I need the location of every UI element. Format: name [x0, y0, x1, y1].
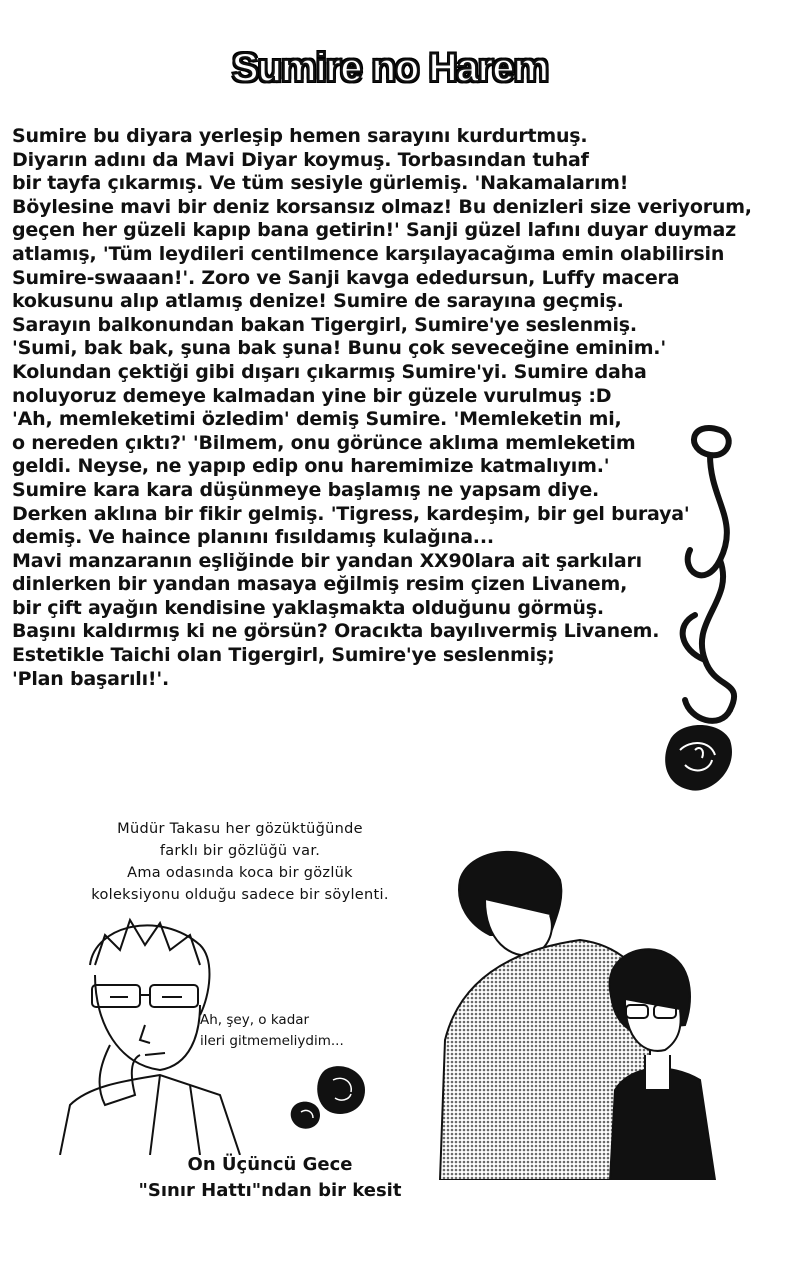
- story-line: demiş. Ve haince planını fısıldamış kulağına...: [12, 526, 494, 549]
- story-line: Sumire-swaaan!'. Zoro ve Sanji kavga ededursun, Luffy macera: [12, 266, 680, 289]
- story-line: kokusunu alıp atlamış denize! Sumire de sarayına geçmiş.: [12, 290, 624, 313]
- story-line: dinlerken bir yandan masaya eğilmiş resim çizen Livanem,: [12, 573, 628, 596]
- bubble-line: Ah, şey, o kadar: [200, 1012, 310, 1028]
- rose-vine-icon: [650, 410, 770, 810]
- story-line: Sarayın balkonundan bakan Tigergirl, Sumire'ye seslenmiş.: [12, 313, 637, 336]
- note-line: farklı bir gözlüğü var.: [159, 843, 321, 859]
- story-line: Sumire bu diyara yerleşip hemen sarayını kurdurtmuş.: [12, 125, 588, 147]
- story-line: noluyoruz demeye kalmadan yine bir güzele vurulmuş :D: [12, 384, 612, 407]
- caption-line: "Sınır Hattı"ndan bir kesit: [138, 1180, 402, 1201]
- story-line: 'Sumi, bak bak, şuna bak şuna! Bunu çok seveceğine eminim.': [12, 337, 666, 360]
- characters-illustration: [430, 840, 720, 1180]
- bubble-line: ileri gitmemeliydim...: [200, 1033, 344, 1049]
- story-line: Diyarın adını da Mavi Diyar koymuş. Torbasından tuhaf: [12, 148, 589, 171]
- rose-icon: [285, 1060, 375, 1135]
- chapter-caption: [110, 1152, 430, 1204]
- note-line: Müdür Takasu her gözüktüğünde: [117, 821, 363, 837]
- story-line: 'Ah, memleketimi özledim' demiş Sumire. 'Memleketin mi,: [12, 408, 622, 431]
- story-line: Estetikle Taichi olan Tigergirl, Sumire'ye seslenmiş;: [12, 644, 555, 667]
- story-line: geçen her güzeli kapıp bana getirin!' Sanji güzel lafını duyar duymaz: [12, 219, 736, 242]
- caption-line: On Üçüncü Gece: [187, 1154, 353, 1175]
- story-text: [12, 125, 752, 691]
- story-line: bir tayfa çıkarmış. Ve tüm sesiyle gürlemiş. 'Nakamalarım!: [12, 172, 629, 195]
- story-line: o nereden çıktı?' 'Bilmem, onu görünce aklıma memleketim: [12, 431, 636, 454]
- note-line: koleksiyonu olduğu sadece bir söylenti.: [91, 887, 389, 903]
- story-line: geldi. Neyse, ne yapıp edip onu haremimize katmalıyım.': [12, 455, 610, 478]
- takasu-note: [40, 818, 440, 906]
- story-line: Böylesine mavi bir deniz korsansız olmaz! Bu denizleri size veriyorum,: [12, 195, 752, 218]
- story-line: Başını kaldırmış ki ne görsün? Oracıkta bayılıvermiş Livanem.: [12, 620, 660, 643]
- story-line: Kolundan çektiği gibi dışarı çıkarmış Sumire'yi. Sumire daha: [12, 360, 647, 383]
- speech-bubble: [200, 1010, 380, 1052]
- story-line: Mavi manzaranın eşliğinde bir yandan XX90lara ait şarkıları: [12, 549, 642, 572]
- note-line: Ama odasında koca bir gözlük: [127, 865, 353, 881]
- story-line: bir çift ayağın kendisine yaklaşmakta olduğunu görmüş.: [12, 596, 604, 619]
- story-line: Derken aklına bir fikir gelmiş. 'Tigress, kardeşim, bir gel buraya': [12, 502, 690, 525]
- story-line: Sumire kara kara düşünmeye başlamış ne yapsam diye.: [12, 478, 600, 501]
- story-line: 'Plan başarılı!'.: [12, 667, 169, 690]
- story-line: atlamış, 'Tüm leydileri centilmence karşılayacağıma emin olabilirsin: [12, 242, 725, 265]
- page-title: Sumire no Harem: [231, 46, 549, 90]
